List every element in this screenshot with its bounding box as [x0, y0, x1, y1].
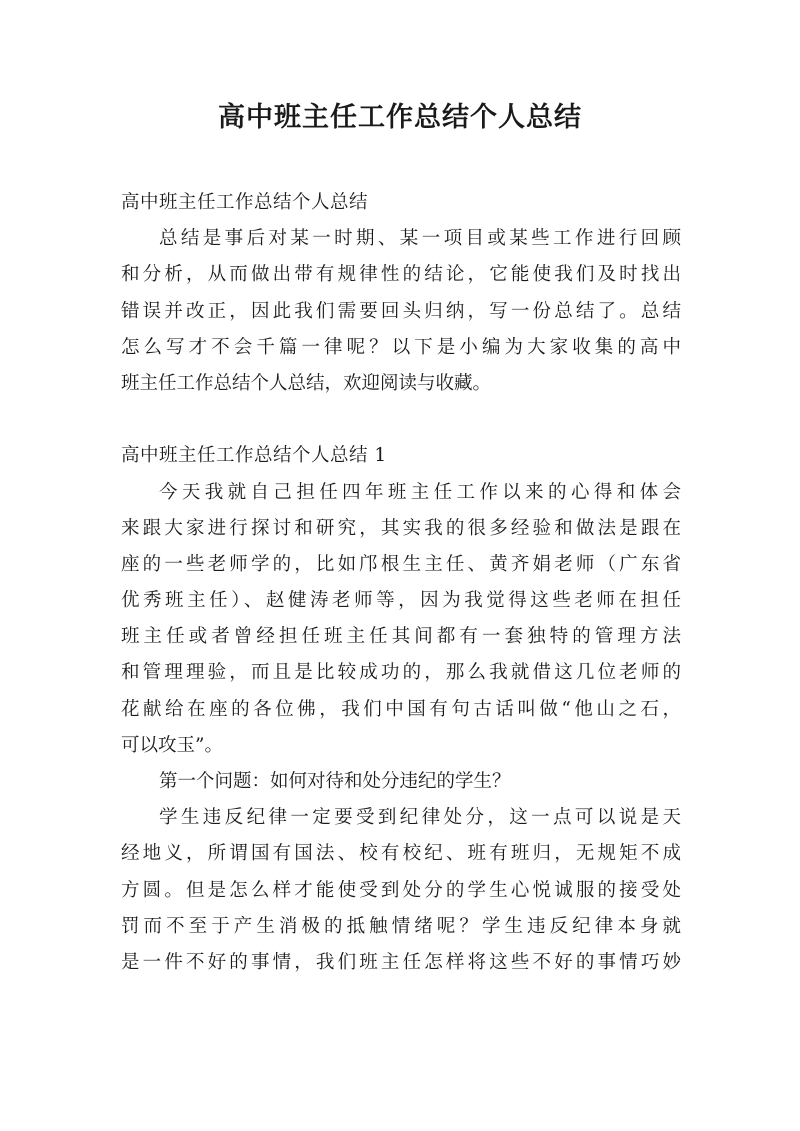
paragraph-line: 花献给在座的各位佛，我们中国有句古话叫做“他山之石，: [121, 698, 681, 720]
question-heading: 第一个问题：如何对待和处分违纪的学生？: [159, 771, 511, 792]
paragraph-line: 座的一些老师学的，比如邝根生主任、黄齐娟老师（广东省: [121, 553, 681, 575]
paragraph-line: 总结是事后对某一时期、某一项目或某些工作进行回顾: [159, 228, 681, 250]
paragraph-line: 罚而不至于产生消极的抵触情绪呢？学生违反纪律本身就: [121, 915, 681, 937]
intro-heading: 高中班主任工作总结个人总结: [121, 192, 369, 213]
paragraph-line: 是一件不好的事情，我们班主任怎样将这些不好的事情巧妙: [121, 951, 681, 973]
paragraph-line: 经地义，所谓国有国法、校有校纪、班有班归，无规矩不成: [121, 843, 681, 865]
section-heading: 高中班主任工作总结个人总结 1: [121, 445, 387, 467]
paragraph-line: 和分析，从而做出带有规律性的结论，它能使我们及时找出: [121, 264, 681, 286]
document-body: [121, 185, 681, 981]
paragraph-line: 班主任工作总结个人总结，欢迎阅读与收藏。: [121, 372, 492, 394]
paragraph-line: 错误并改正，因此我们需要回头归纳，写一份总结了。总结: [121, 300, 681, 322]
paragraph-line: 班主任或者曾经担任班主任其间都有一套独特的管理方法: [121, 626, 681, 648]
paragraph-line: 怎么写才不会千篇一律呢？以下是小编为大家收集的高中: [121, 336, 681, 358]
paragraph-line: 今天我就自己担任四年班主任工作以来的心得和体会: [159, 481, 681, 503]
section-spacer: [121, 402, 681, 438]
paragraph-line: 和管理理验，而且是比较成功的，那么我就借这几位老师的: [121, 662, 681, 684]
paragraph-line: 学生违反纪律一定要受到纪律处分，这一点可以说是天: [159, 807, 681, 829]
paragraph-line: 可以攻玉”。: [121, 734, 223, 756]
paragraph-line: 来跟大家进行探讨和研究，其实我的很多经验和做法是跟在: [121, 517, 681, 539]
paragraph-line: 方圆。但是怎么样才能使受到处分的学生心悦诚服的接受处: [121, 879, 681, 901]
paragraph-line: 优秀班主任）、赵健涛老师等，因为我觉得这些老师在担任: [121, 590, 681, 612]
document-title: 高中班主任工作总结个人总结: [218, 102, 582, 133]
